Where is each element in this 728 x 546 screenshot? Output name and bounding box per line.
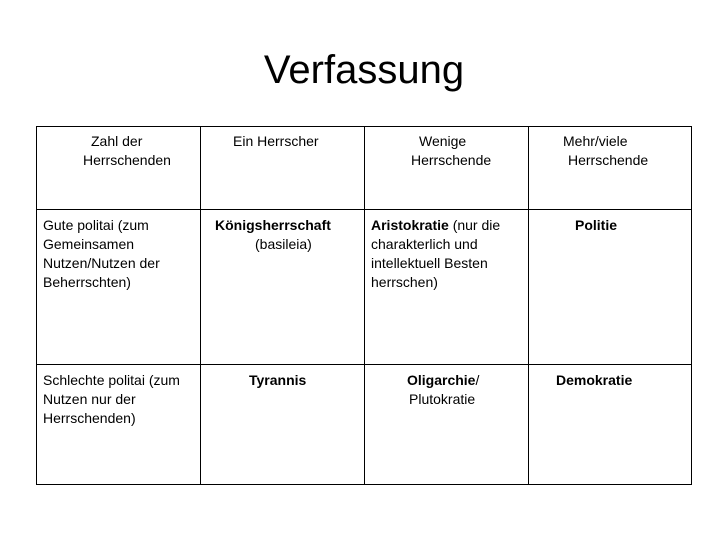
header-cell-number-of-rulers [37, 127, 201, 210]
aristokratie-term: Aristokratie [371, 217, 449, 233]
header-cell-many-rulers [529, 127, 692, 210]
table-row-bad [37, 365, 692, 485]
oligarchie-term: Oligarchie [407, 372, 476, 388]
header-one-ruler: Ein Herrscher [233, 133, 319, 149]
politie-term: Politie [575, 217, 618, 233]
header-cell-one-ruler [201, 127, 365, 210]
header-many-line1: Mehr/viele [563, 133, 628, 149]
good-row-one-ruler-cell [201, 210, 365, 365]
constitution-table [36, 126, 692, 485]
demokratie-term: Demokratie [556, 372, 633, 388]
aristokratie-note: (nur die charakterlich und intellektuell Besten herrschen) [371, 217, 501, 290]
bad-row-few-rulers-cell [365, 365, 529, 485]
header-number-line2: Herrschenden [83, 152, 171, 168]
table-header-row [37, 127, 692, 210]
tyrannis-term: Tyrannis [249, 372, 307, 388]
table-row-good [37, 210, 692, 365]
header-cell-few-rulers [365, 127, 529, 210]
header-few-line1: Wenige [419, 133, 467, 149]
header-few-line2: Herrschende [411, 152, 492, 168]
good-row-many-rulers-cell [529, 210, 692, 365]
good-row-label: Gute politai (zum Gemeinsamen Nutzen/Nutzen der Beherrschten) [37, 210, 201, 365]
header-many-line2: Herrschende [568, 152, 649, 168]
oligarchie-separator: / [475, 372, 480, 388]
basileia-note: (basileia) [255, 236, 312, 252]
bad-row-many-rulers-cell [529, 365, 692, 485]
bad-row-label: Schlechte politai (zum Nutzen nur der Herrschenden) [37, 365, 201, 485]
bad-row-one-ruler-cell [201, 365, 365, 485]
slide-title: Verfassung [263, 48, 465, 92]
plutokratie-note: Plutokratie [409, 391, 476, 407]
good-row-few-rulers-cell [365, 210, 529, 365]
koenigsherrschaft-term: Königsherrschaft [215, 217, 331, 233]
header-number-line1: Zahl der [91, 133, 143, 149]
